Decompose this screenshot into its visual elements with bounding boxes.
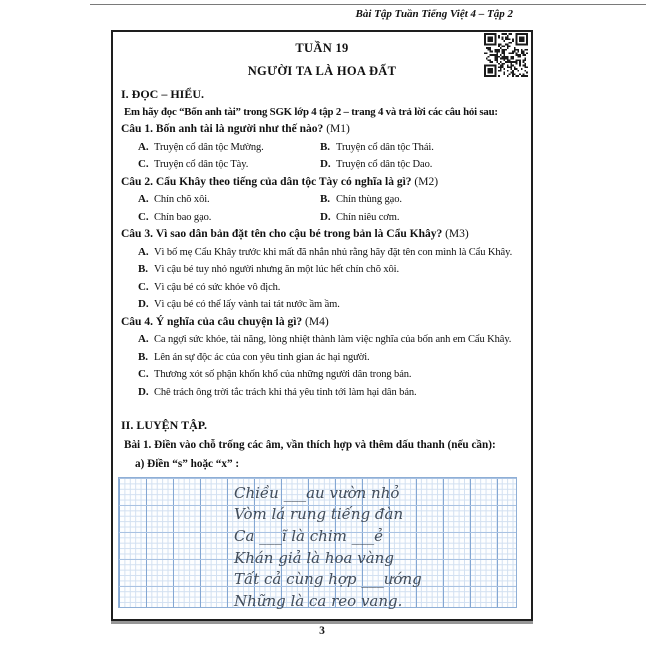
- section-reading-heading: I. ĐỌC – HIỂU.: [121, 87, 205, 101]
- question-text: Cẩu Khây theo tiếng của dân tộc Tày có nghĩa là gì?: [155, 175, 412, 188]
- reading-intro: Em hãy đọc “Bốn anh tài” trong SGK lớp 4 tập 2 – trang 4 và trả lời các câu hỏi sau:: [124, 105, 498, 118]
- poem: [234, 483, 422, 613]
- question-label: Câu 4.: [121, 315, 153, 328]
- poem-line-6: Những là ca reo vang.: [234, 591, 403, 610]
- exercise-title: Bài 1. Điền vào chỗ trống các âm, vần thích hợp và thêm dấu thanh (nếu cần):: [124, 438, 496, 451]
- question-text: Vì sao dân bản đặt tên cho cậu bé trong bản là Cẩu Khây?: [155, 228, 443, 240]
- poem-line-4: Khán giả là hoa vàng: [234, 548, 394, 567]
- question-1: [121, 121, 523, 139]
- question-4-options: [121, 331, 523, 401]
- option-b: B. Lên án sự độc ác của con yêu tinh gian ác hại người.: [138, 350, 370, 363]
- option-c: C. Truyện cổ dân tộc Tày.: [138, 158, 249, 170]
- question-1-options: [138, 139, 523, 174]
- question-text: Ý nghĩa của câu chuyện là gì?: [155, 315, 303, 328]
- option-b: B. Vì cậu bé tuy nhỏ người nhưng ăn một lúc hết chín chõ xôi.: [138, 263, 400, 275]
- question-label: Câu 2.: [121, 175, 153, 188]
- option-a: A. Ca ngợi sức khỏe, tài năng, lòng nhiệt thành làm việc nghĩa của bốn anh em Cẩu Khây.: [138, 333, 512, 345]
- qr-code: [484, 33, 528, 77]
- poem-line-5: Tất cả cùng hợp ___ướng: [234, 570, 422, 589]
- poem-line-3: Ca ___ĩ là chim ___ẻ: [234, 526, 383, 545]
- question-level: (M1): [326, 123, 350, 135]
- running-header: Bài Tập Tuần Tiếng Việt 4 – Tập 2: [355, 8, 513, 20]
- question-2: [121, 174, 523, 192]
- week-title: TUẦN 19: [295, 41, 349, 55]
- option-d: D. Truyện cổ dân tộc Dao.: [320, 158, 433, 170]
- option-b: B. Chín thùng gạo.: [320, 193, 402, 205]
- document-frame: [111, 30, 533, 621]
- option-c: C. Thương xót số phận khốn khổ của những người dân trong bản.: [138, 368, 412, 380]
- option-a: A. Vì bố mẹ Cẩu Khây trước khi mất đã nhắn nhủ rằng hãy đặt tên con mình là Cẩu Khây.: [138, 245, 513, 258]
- question-level: (M3): [445, 228, 469, 240]
- section-practice-heading: II. LUYỆN TẬP.: [121, 418, 208, 432]
- option-a: A. Truyện cổ dân tộc Mường.: [138, 140, 264, 153]
- question-2-options: [138, 191, 523, 226]
- page-number: 3: [319, 625, 325, 637]
- option-d: D. Chê trách ông trời tắc trách khi thả yêu tinh tới làm hại dân bản.: [138, 385, 417, 398]
- option-a: A. Chín chõ xôi.: [138, 193, 210, 205]
- question-level: (M4): [305, 315, 329, 328]
- lesson-title: NGƯỜI TA LÀ HOA ĐẤT: [247, 64, 397, 78]
- part-a-label: a) Điền “s” hoặc “x” :: [135, 458, 240, 470]
- question-label: Câu 3.: [121, 228, 153, 240]
- poem-line-1: Chiều ___au vườn nhỏ: [234, 483, 400, 502]
- handwriting-grid: [118, 477, 517, 608]
- option-b: B. Truyện cổ dân tộc Thái.: [320, 140, 434, 153]
- question-4: [121, 314, 523, 332]
- question-level: (M2): [414, 175, 439, 188]
- top-divider: [90, 4, 646, 5]
- question-3: [121, 226, 523, 244]
- question-text: Bốn anh tài là người như thế nào?: [155, 123, 324, 135]
- question-label: Câu 1.: [121, 123, 153, 135]
- poem-line-2: Vòm lá rung tiếng đàn: [234, 505, 404, 524]
- option-d: D. Vì cậu bé có thể lấy vành tai tát nước ầm ầm.: [138, 298, 340, 310]
- option-d: D. Chín niêu cơm.: [320, 210, 400, 223]
- option-c: C. Vì cậu bé có sức khỏe vô địch.: [138, 280, 281, 293]
- question-3-options: [121, 244, 523, 314]
- option-c: C. Chín bao gạo.: [138, 210, 212, 223]
